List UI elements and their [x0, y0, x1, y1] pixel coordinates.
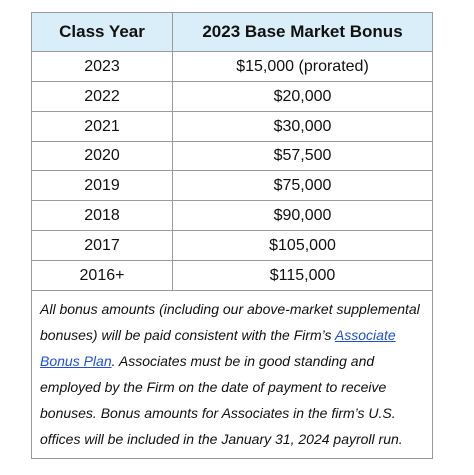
class-year-cell: 2016+	[32, 261, 173, 291]
bonus-cell: $57,500	[173, 142, 433, 171]
note-text-before-link: All bonus amounts (including our above-market supplemental bonuses) will be paid consistent with the Firm’s	[40, 301, 420, 343]
class-year-header: Class Year	[32, 13, 173, 52]
bonus-cell: $30,000	[173, 112, 433, 142]
bonus-cell: $105,000	[173, 231, 433, 261]
bonus-table-container	[31, 12, 432, 459]
bonus-cell: $20,000	[173, 82, 433, 112]
bonus-cell: $115,000	[173, 261, 433, 291]
bonus-table	[31, 12, 433, 459]
bonus-cell: $75,000	[173, 171, 433, 201]
bonus-cell: $15,000 (prorated)	[173, 52, 433, 82]
table-row	[32, 112, 433, 142]
table-row	[32, 231, 433, 261]
class-year-cell: 2017	[32, 231, 173, 261]
associate-bonus-plan-link[interactable]: Associate Bonus Plan	[40, 327, 396, 369]
bonus-cell: $90,000	[173, 201, 433, 231]
class-year-cell: 2022	[32, 82, 173, 112]
class-year-cell: 2020	[32, 142, 173, 171]
table-row	[32, 142, 433, 171]
table-row	[32, 261, 433, 291]
table-row	[32, 201, 433, 231]
class-year-cell: 2023	[32, 52, 173, 82]
class-year-cell: 2018	[32, 201, 173, 231]
class-year-cell: 2021	[32, 112, 173, 142]
table-row	[32, 82, 433, 112]
note-row	[32, 291, 433, 459]
bonus-header: 2023 Base Market Bonus	[173, 13, 433, 52]
bonus-note	[32, 291, 433, 459]
class-year-cell: 2019	[32, 171, 173, 201]
header-row	[32, 13, 433, 52]
table-row	[32, 52, 433, 82]
note-text-after-link: . Associates must be in good standing and employed by the Firm on the date of payment to receive bonuses. Bonus amounts for Associates in the firm’s U.S. offices will be included in the January 31, 2024 payroll run.	[40, 353, 403, 447]
table-row	[32, 171, 433, 201]
